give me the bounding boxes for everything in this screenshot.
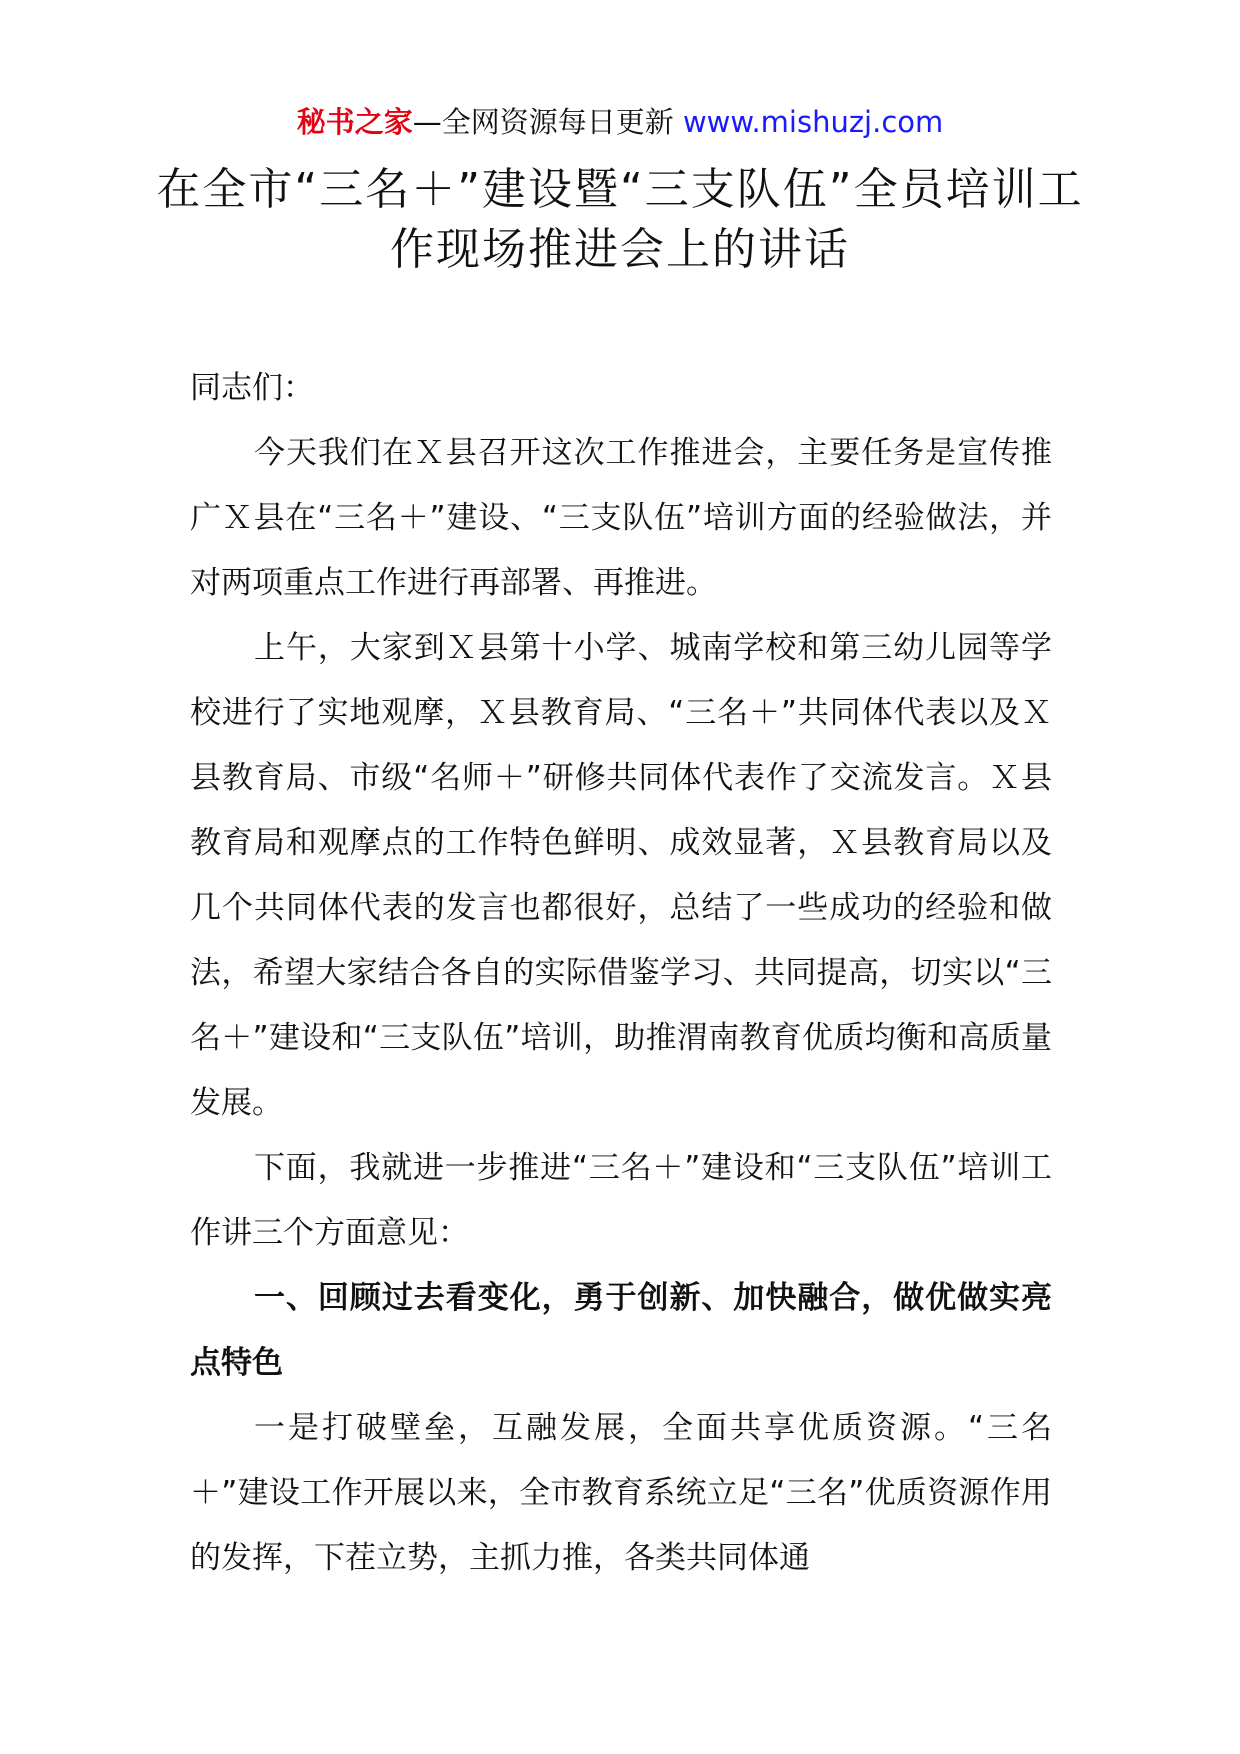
document-body [190, 356, 1052, 1591]
banner-brand: 秘书之家 [296, 105, 413, 139]
banner-tagline: —全网资源每日更新 [412, 105, 674, 139]
paragraph-morning-visit: 上午，大家到Ｘ县第十小学、城南学校和第三幼儿园等学校进行了实地观摩，Ｘ县教育局、“三名＋”共同体代表以及Ｘ县教育局、市级“名师＋”研修共同体代表作了交流发言。Ｘ县教育局和观摩点的工作特色鲜明、成效显著，Ｘ县教育局以及几个共同体代表的发言也都很好，总结了一些成功的经验和做法，希望大家结合各自的实际借鉴学习、共同提高，切实以“三名＋”建设和“三支队伍”培训，助推渭南教育优质均衡和高质量发展。 [190, 630, 1052, 1121]
site-banner [0, 100, 1240, 144]
paragraph-outline: 下面，我就进一步推进“三名＋”建设和“三支队伍”培训工作讲三个方面意见： [190, 1150, 1052, 1251]
banner-url[interactable]: www.mishuzj.com [682, 105, 944, 139]
salutation: 同志们： [190, 370, 314, 406]
paragraph-section-1: 一是打破壁垒，互融发展，全面共享优质资源。“三名＋”建设工作开展以来，全市教育系统立足“三名”优质资源作用的发挥，下茬立势，主抓力推，各类共同体通 [190, 1410, 1052, 1576]
section-heading-1: 一、回顾过去看变化，勇于创新、加快融合，做优做实亮点特色 [190, 1280, 1052, 1381]
paragraph-intro: 今天我们在Ｘ县召开这次工作推进会，主要任务是宣传推广Ｘ县在“三名＋”建设、“三支队伍”培训方面的经验做法，并对两项重点工作进行再部署、再推进。 [190, 435, 1052, 601]
document-title: 在全市“三名＋”建设暨“三支队伍”全员培训工作现场推进会上的讲话 [156, 164, 1084, 275]
